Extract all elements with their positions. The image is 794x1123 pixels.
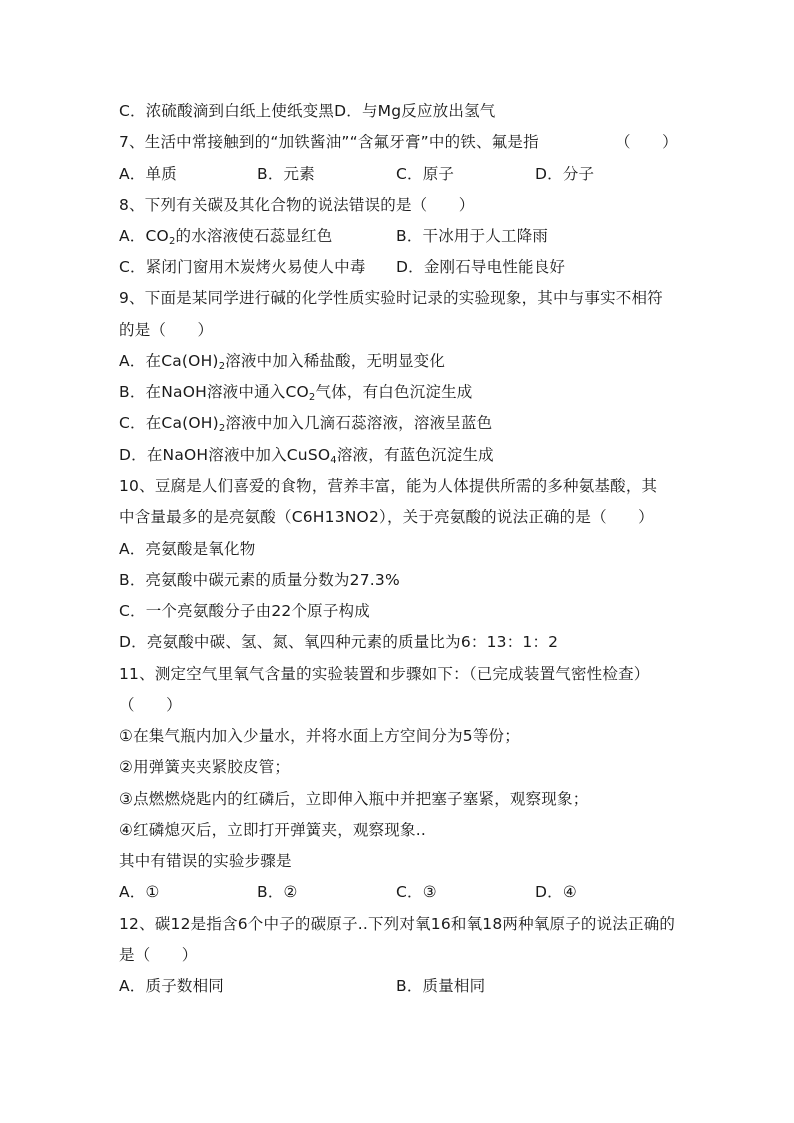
q12-stem-line2: 是（ ） xyxy=(119,946,198,964)
q8-options-ab xyxy=(119,226,679,246)
q11-step-4: ④红磷熄灭后，立即打开弹簧夹，观察现象.. xyxy=(119,821,426,839)
q12-stem-line1: 12、碳12是指含6个中子的碳原子..下列对氧16和氧18两种氧原子的说法正确的 xyxy=(119,915,676,933)
q7-stem-line xyxy=(119,132,678,152)
q7-option-c: C．原子 xyxy=(396,165,455,183)
q9-option-d: D．在NaOH溶液中加入CuSO$_4$溶液，有蓝色沉淀生成 xyxy=(119,446,494,466)
q11-stem-line2: （ ） xyxy=(119,696,182,714)
q7-answer-paren: （ ） xyxy=(615,133,678,151)
q10-option-d: D．亮氨酸中碳、氢、氮、氧四种元素的质量比为6：13：1：2 xyxy=(119,633,559,651)
q11-step-3: ③点燃燃烧匙内的红磷后，立即伸入瓶中并把塞子塞紧，观察现象； xyxy=(119,790,589,808)
q8-options-cd xyxy=(119,257,679,277)
q9-stem-line1: 9、下面是某同学进行碱的化学性质实验时记录的实验现象，其中与事实不相符 xyxy=(119,289,663,307)
q7-options xyxy=(119,164,679,184)
q11-step-2: ②用弹簧夹夹紧胶皮管； xyxy=(119,758,291,776)
q11-question: 其中有错误的实验步骤是 xyxy=(119,852,292,870)
q7-option-a: A．单质 xyxy=(119,165,177,183)
q9-option-b: B．在NaOH溶液中通入$CO_2$气体，有白色沉淀生成 xyxy=(119,383,473,403)
q11-option-d: D．④ xyxy=(535,883,577,901)
q9-option-c: C．在$Ca(OH)_2$溶液中加入几滴石蕊溶液，溶液呈蓝色 xyxy=(119,414,493,434)
q9-option-a: A．在$Ca(OH)_2$溶液中加入稀盐酸，无明显变化 xyxy=(119,352,446,372)
q8-option-d: D．金刚石导电性能良好 xyxy=(396,258,566,276)
q11-option-a: A．① xyxy=(119,883,160,901)
q7-option-b: B．元素 xyxy=(257,165,315,183)
q7-stem: 7、生活中常接触到的“加铁酱油”“含氟牙膏”中的铁、氟是指 xyxy=(119,133,539,151)
q12-option-b: B．质量相同 xyxy=(396,977,486,995)
q8-option-b: B．干冰用于人工降雨 xyxy=(396,227,549,245)
q10-stem-line1: 10、豆腐是人们喜爱的食物，营养丰富，能为人体提供所需的多种氨基酸，其 xyxy=(119,477,658,495)
q11-step-1: ①在集气瓶内加入少量水，并将水面上方空间分为5等份； xyxy=(119,727,520,745)
q10-stem-line2: 中含量最多的是亮氨酸（C6H13NO2），关于亮氨酸的说法正确的是（ ） xyxy=(119,508,654,526)
q8-option-a: A．$CO_2$的水溶液使石蕊显红色 xyxy=(119,227,333,247)
q11-options xyxy=(119,882,679,902)
q11-option-b: B．② xyxy=(257,883,298,901)
q9-stem-line2: 的是（ ） xyxy=(119,321,214,339)
q7-option-d: D．分子 xyxy=(535,165,595,183)
q6-option-cd: C．浓硫酸滴到白纸上使纸变黑D．与Mg反应放出氢气 xyxy=(119,102,496,120)
q10-option-b: B．亮氨酸中碳元素的质量分数为27.3% xyxy=(119,571,400,589)
q12-options-ab xyxy=(119,976,679,996)
q10-option-a: A．亮氨酸是氧化物 xyxy=(119,540,256,558)
q11-stem-line1: 11、测定空气里氧气含量的实验装置和步骤如下：（已完成装置气密性检查） xyxy=(119,665,650,683)
q12-option-a: A．质子数相同 xyxy=(119,977,225,995)
q8-stem: 8、下列有关碳及其化合物的说法错误的是（ ） xyxy=(119,196,475,214)
q10-option-c: C．一个亮氨酸分子由22个原子构成 xyxy=(119,602,370,620)
q11-option-c: C．③ xyxy=(396,883,437,901)
q8-option-c: C．紧闭门窗用木炭烤火易使人中毒 xyxy=(119,258,366,276)
